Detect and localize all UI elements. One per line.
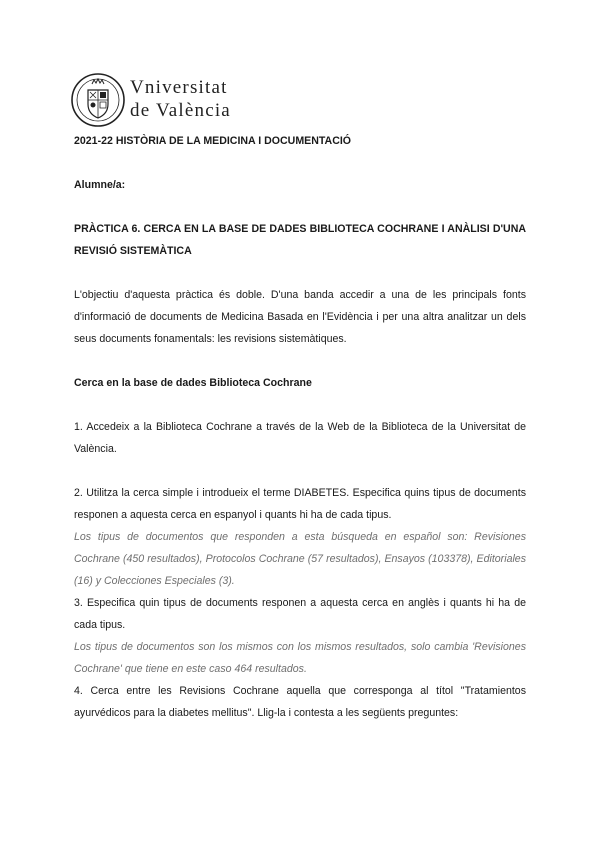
question-1: 1. Accedeix a la Biblioteca Cochrane a través de la Web de la Biblioteca de la Universitat de València. [74,421,526,455]
answer-3: Los tipus de documentos son los mismos con los mismos resultados, solo cambia 'Revisiones Cochrane' que tiene en este caso 464 resultados. [74,641,526,675]
practice-title: PRÀCTICA 6. CERCA EN LA BASE DE DADES BIBLIOTECA COCHRANE I ANÀLISI D'UNA REVISIÓ SISTEMÀTICA [74,223,526,257]
intro-paragraph: L'objectiu d'aquesta pràctica és doble. D'una banda accedir a una de les principals fonts d'informació de documents de Medicina Basada en l'Evidència i per una altra analitzar un dels seus documents fonamentals: les revisions sistemàtiques. [74,289,526,345]
section-heading: Cerca en la base de dades Biblioteca Cochrane [74,377,312,389]
university-seal-icon [70,72,126,128]
student-label: Alumne/a: [74,179,126,191]
question-2: 2. Utilitza la cerca simple i introdueix el terme DIABETES. Especifica quins tipus de documents responen a aquesta cerca en espanyol i quants hi ha de cada tipus. [74,487,526,521]
logo-line-2: de València [130,100,231,121]
question-3: 3. Especifica quin tipus de documents responen a aquesta cerca en anglès i quants hi ha de cada tipus. [74,597,526,631]
document-body [74,130,526,724]
answer-2: Los tipus de documentos que responden a esta búsqueda en español son: Revisiones Cochrane (450 resultados), Protocolos Cochrane (57 resultados), Ensayos (103378), Editoriales (16) y Colecciones Especiales (3). [74,531,526,587]
university-logo [70,72,250,128]
logo-line-1: Vniversitat [130,77,228,98]
course-title: 2021-22 HISTÒRIA DE LA MEDICINA I DOCUMENTACIÓ [74,135,352,147]
question-4: 4. Cerca entre les Revisions Cochrane aquella que corresponga al títol "Tratamientos ayurvédicos para la diabetes mellitus". Llig-la i contesta a les següents preguntes: [74,685,526,719]
